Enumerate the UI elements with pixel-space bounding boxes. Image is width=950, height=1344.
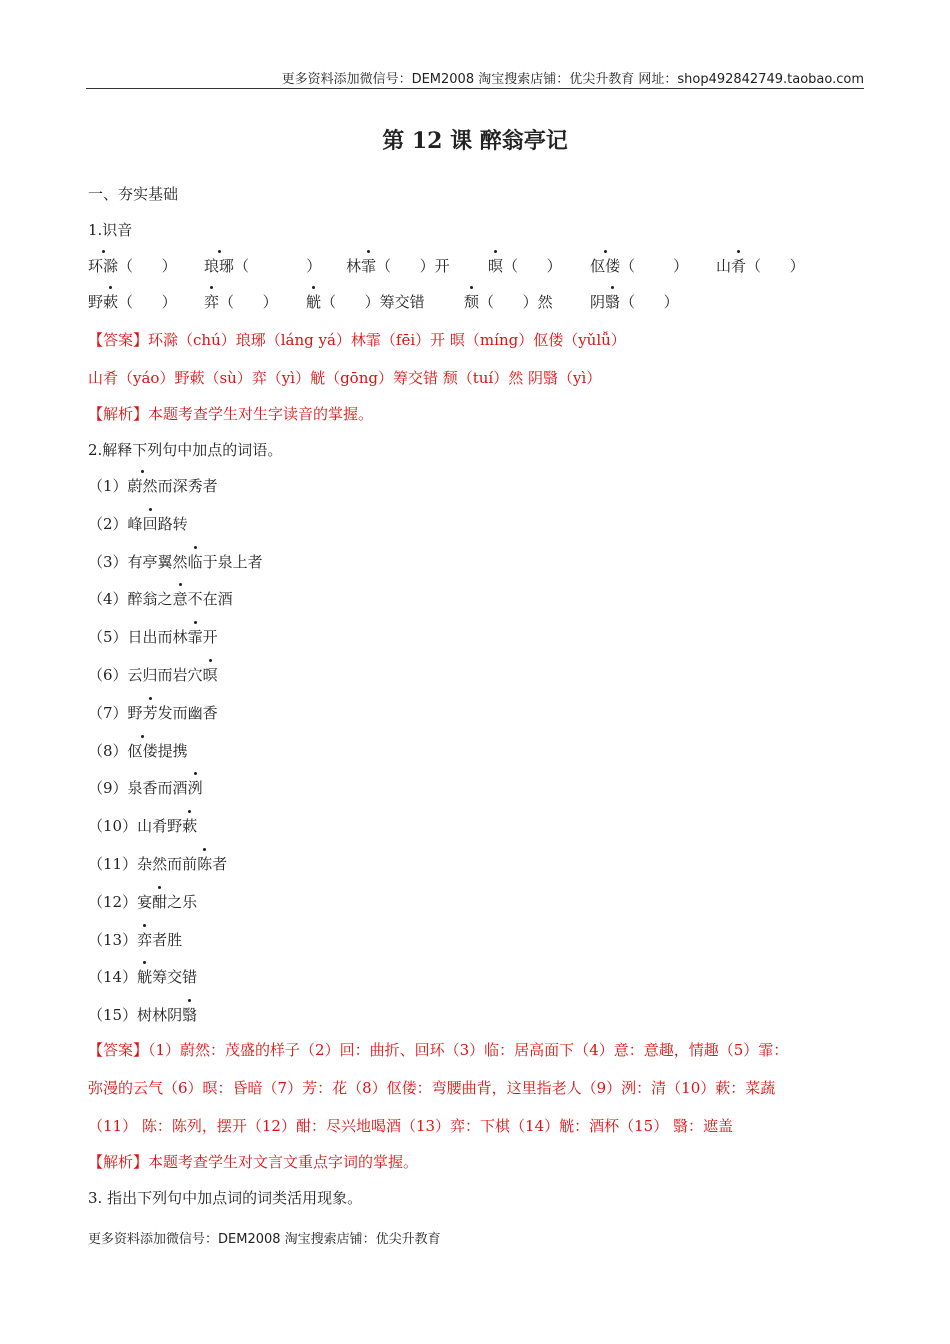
- item-text-before: 醉翁之: [127, 590, 173, 609]
- item-text-before: 野: [127, 703, 143, 722]
- dotted-word: 洌: [187, 779, 203, 798]
- dotted-word: 蔌: [182, 817, 198, 836]
- vocab-item: [88, 741, 188, 761]
- dotted-word: 翳: [182, 1006, 198, 1025]
- item-text-before: 泉香而酒: [127, 779, 188, 798]
- item-text-after: 之乐: [167, 892, 198, 911]
- question-2-title: 2.解释下列句中加点的词语。: [88, 441, 283, 459]
- pronunciation-item: [306, 292, 425, 312]
- pronunciation-item: [346, 256, 450, 276]
- dotted-word: 环滁: [88, 257, 119, 275]
- item-text-after: 者胜: [152, 930, 183, 949]
- item-blank: （ ）: [118, 293, 177, 311]
- vocab-item: [88, 930, 182, 950]
- item-text-after: 者: [212, 855, 228, 873]
- question-2-analysis: [88, 1152, 418, 1172]
- dotted-word: 陈: [197, 855, 213, 873]
- header-text: 更多资料添加微信号：DEM2008 淘宝搜索店铺：优尖升教育 网址：shop492842749.taobao.com: [281, 72, 864, 87]
- item-text-before: 有亭翼然: [127, 552, 188, 571]
- item-prefix: 野: [88, 293, 104, 311]
- dotted-word: 芳: [142, 703, 158, 722]
- item-text-after: 发而幽香: [157, 703, 218, 722]
- vocab-item: [88, 665, 218, 685]
- dotted-word: 意: [172, 590, 188, 609]
- item-text-after: 路转: [157, 514, 188, 533]
- question-2-answer-1: [88, 1040, 788, 1060]
- item-blank: （ ）开: [376, 257, 450, 275]
- question-1-answer-1: [88, 330, 626, 350]
- item-text-before: 杂然而前: [137, 855, 198, 873]
- item-number: （3）: [88, 552, 128, 571]
- dotted-word: 觥: [137, 968, 153, 987]
- vocab-item: [88, 816, 197, 836]
- pronunciation-item: [464, 292, 553, 312]
- item-text-after: 筹交错: [152, 968, 198, 987]
- vocab-item: [88, 589, 233, 609]
- item-text-before: 峰: [127, 514, 143, 533]
- dotted-word: 暝: [488, 257, 504, 275]
- dotted-word: 霏: [361, 257, 377, 275]
- question-2-answer-3: （11） 陈：陈列，摆开（12）酣：尽兴地喝酒（13）弈：下棋（14）觥：酒杯（15） 翳：遮盖: [88, 1117, 733, 1135]
- item-blank: （ ）然: [479, 293, 553, 311]
- item-blank: （ ）: [746, 257, 805, 275]
- item-blank: （ ）: [118, 257, 177, 275]
- pronunciation-item: [488, 256, 562, 276]
- item-number: （12）: [88, 892, 138, 911]
- item-number: （5）: [88, 628, 128, 647]
- item-number: （15）: [88, 1006, 138, 1025]
- dotted-word: 弈: [137, 930, 153, 949]
- vocab-item: [88, 703, 218, 723]
- item-prefix: 阴: [590, 293, 606, 311]
- question-1-title: 1.识音: [88, 221, 133, 239]
- item-blank: （ ）: [219, 293, 278, 311]
- pronunciation-item: [204, 256, 321, 276]
- dotted-word: 伛偻: [127, 741, 158, 760]
- analysis-text: 本题考查学生对生字读音的掌握。: [148, 405, 374, 423]
- item-number: （9）: [88, 779, 128, 798]
- answer-text: 环滁（chú）琅琊（láng yá）林霏（fēi）开 暝（míng）伛偻（yǔlǚ）: [148, 331, 626, 349]
- pronunciation-item: [590, 292, 679, 312]
- analysis-text: 本题考查学生对文言文重点字词的掌握。: [148, 1153, 419, 1171]
- item-text-before: 云归而岩穴: [127, 666, 203, 684]
- dotted-word: 颓: [464, 293, 480, 311]
- pronunciation-item: [590, 256, 688, 276]
- item-text-after: 而深秀者: [157, 477, 218, 495]
- vocab-item: [88, 1005, 197, 1025]
- item-number: （6）: [88, 666, 128, 684]
- vocab-item: [88, 854, 227, 874]
- dotted-word: 临: [187, 552, 203, 571]
- item-text-before: 日出而林: [127, 628, 188, 647]
- dotted-word: 霏: [187, 628, 203, 647]
- pronunciation-item: [88, 256, 177, 276]
- dotted-word: 酣: [152, 892, 168, 911]
- pronunciation-item: [204, 292, 278, 312]
- pronunciation-item: [716, 256, 805, 276]
- item-text-after: 开: [202, 628, 218, 647]
- item-blank: （ ）筹交错: [321, 293, 425, 311]
- vocab-item: [88, 967, 197, 987]
- item-blank: （ ）: [234, 257, 322, 275]
- vocab-item: [88, 892, 197, 912]
- vocab-item: [88, 476, 218, 496]
- dotted-word: 回: [142, 514, 158, 533]
- item-text-before: 山肴野: [137, 817, 183, 836]
- dotted-word: 琅琊: [204, 257, 235, 275]
- analysis-label: 【解析】: [88, 405, 149, 423]
- item-number: （1）: [88, 477, 128, 495]
- item-prefix: 山: [716, 257, 732, 275]
- item-blank: （ ）: [620, 293, 679, 311]
- item-number: （7）: [88, 703, 128, 722]
- item-prefix: 林: [346, 257, 362, 275]
- item-text-after: 不在酒: [187, 590, 233, 609]
- question-1-analysis: [88, 404, 373, 424]
- dotted-word: 觥: [306, 293, 322, 311]
- page-footer: 更多资料添加微信号：DEM2008 淘宝搜索店铺：优尖升教育: [88, 1232, 441, 1247]
- question-1-answer-2: 山肴（yáo）野蔌（sù）弈（yì）觥（gōng）筹交错 颓（tuí）然 阴翳（yì）: [88, 369, 602, 387]
- answer-label: 【答案】: [88, 331, 149, 349]
- item-number: （11）: [88, 855, 138, 873]
- page-header: [86, 68, 864, 89]
- answer-text: （1）蔚然：茂盛的样子（2）回：曲折、回环（3）临：居高面下（4）意：意趣，情趣（5）霏：: [148, 1041, 789, 1059]
- item-blank: （ ）: [620, 257, 689, 275]
- dotted-word: 翳: [605, 293, 621, 311]
- item-number: （2）: [88, 514, 128, 533]
- item-number: （10）: [88, 817, 138, 836]
- analysis-label: 【解析】: [88, 1153, 149, 1171]
- question-3-title: 3. 指出下列句中加点词的词类活用现象。: [88, 1189, 363, 1207]
- vocab-item: [88, 778, 203, 798]
- question-2-answer-2: 弥漫的云气（6）暝：昏暗（7）芳：花（8）伛偻：弯腰曲背，这里指老人（9）洌：清（10）蔌：菜蔬: [88, 1079, 776, 1097]
- item-number: （13）: [88, 930, 138, 949]
- item-text-before: 树林阴: [137, 1006, 183, 1025]
- vocab-item: [88, 627, 218, 647]
- dotted-word: 伛偻: [590, 257, 621, 275]
- dotted-word: 肴: [731, 257, 747, 275]
- dotted-word: 弈: [204, 293, 220, 311]
- answer-label: 【答案】: [88, 1041, 149, 1059]
- item-text-after: 提携: [157, 741, 188, 760]
- section-heading: 一、夯实基础: [88, 185, 179, 203]
- vocab-item: [88, 552, 263, 572]
- item-text-before: 宴: [137, 892, 153, 911]
- item-number: （8）: [88, 741, 128, 760]
- dotted-word: 蔌: [103, 293, 119, 311]
- dotted-word: 暝: [202, 666, 218, 684]
- item-blank: （ ）: [503, 257, 562, 275]
- dotted-word: 蔚然: [127, 477, 158, 495]
- item-text-after: 于泉上者: [202, 552, 263, 571]
- item-number: （14）: [88, 968, 138, 987]
- page-title: 第 12 课 醉翁亭记: [382, 128, 568, 154]
- vocab-item: [88, 514, 188, 534]
- pronunciation-item: [88, 292, 177, 312]
- item-number: （4）: [88, 590, 128, 609]
